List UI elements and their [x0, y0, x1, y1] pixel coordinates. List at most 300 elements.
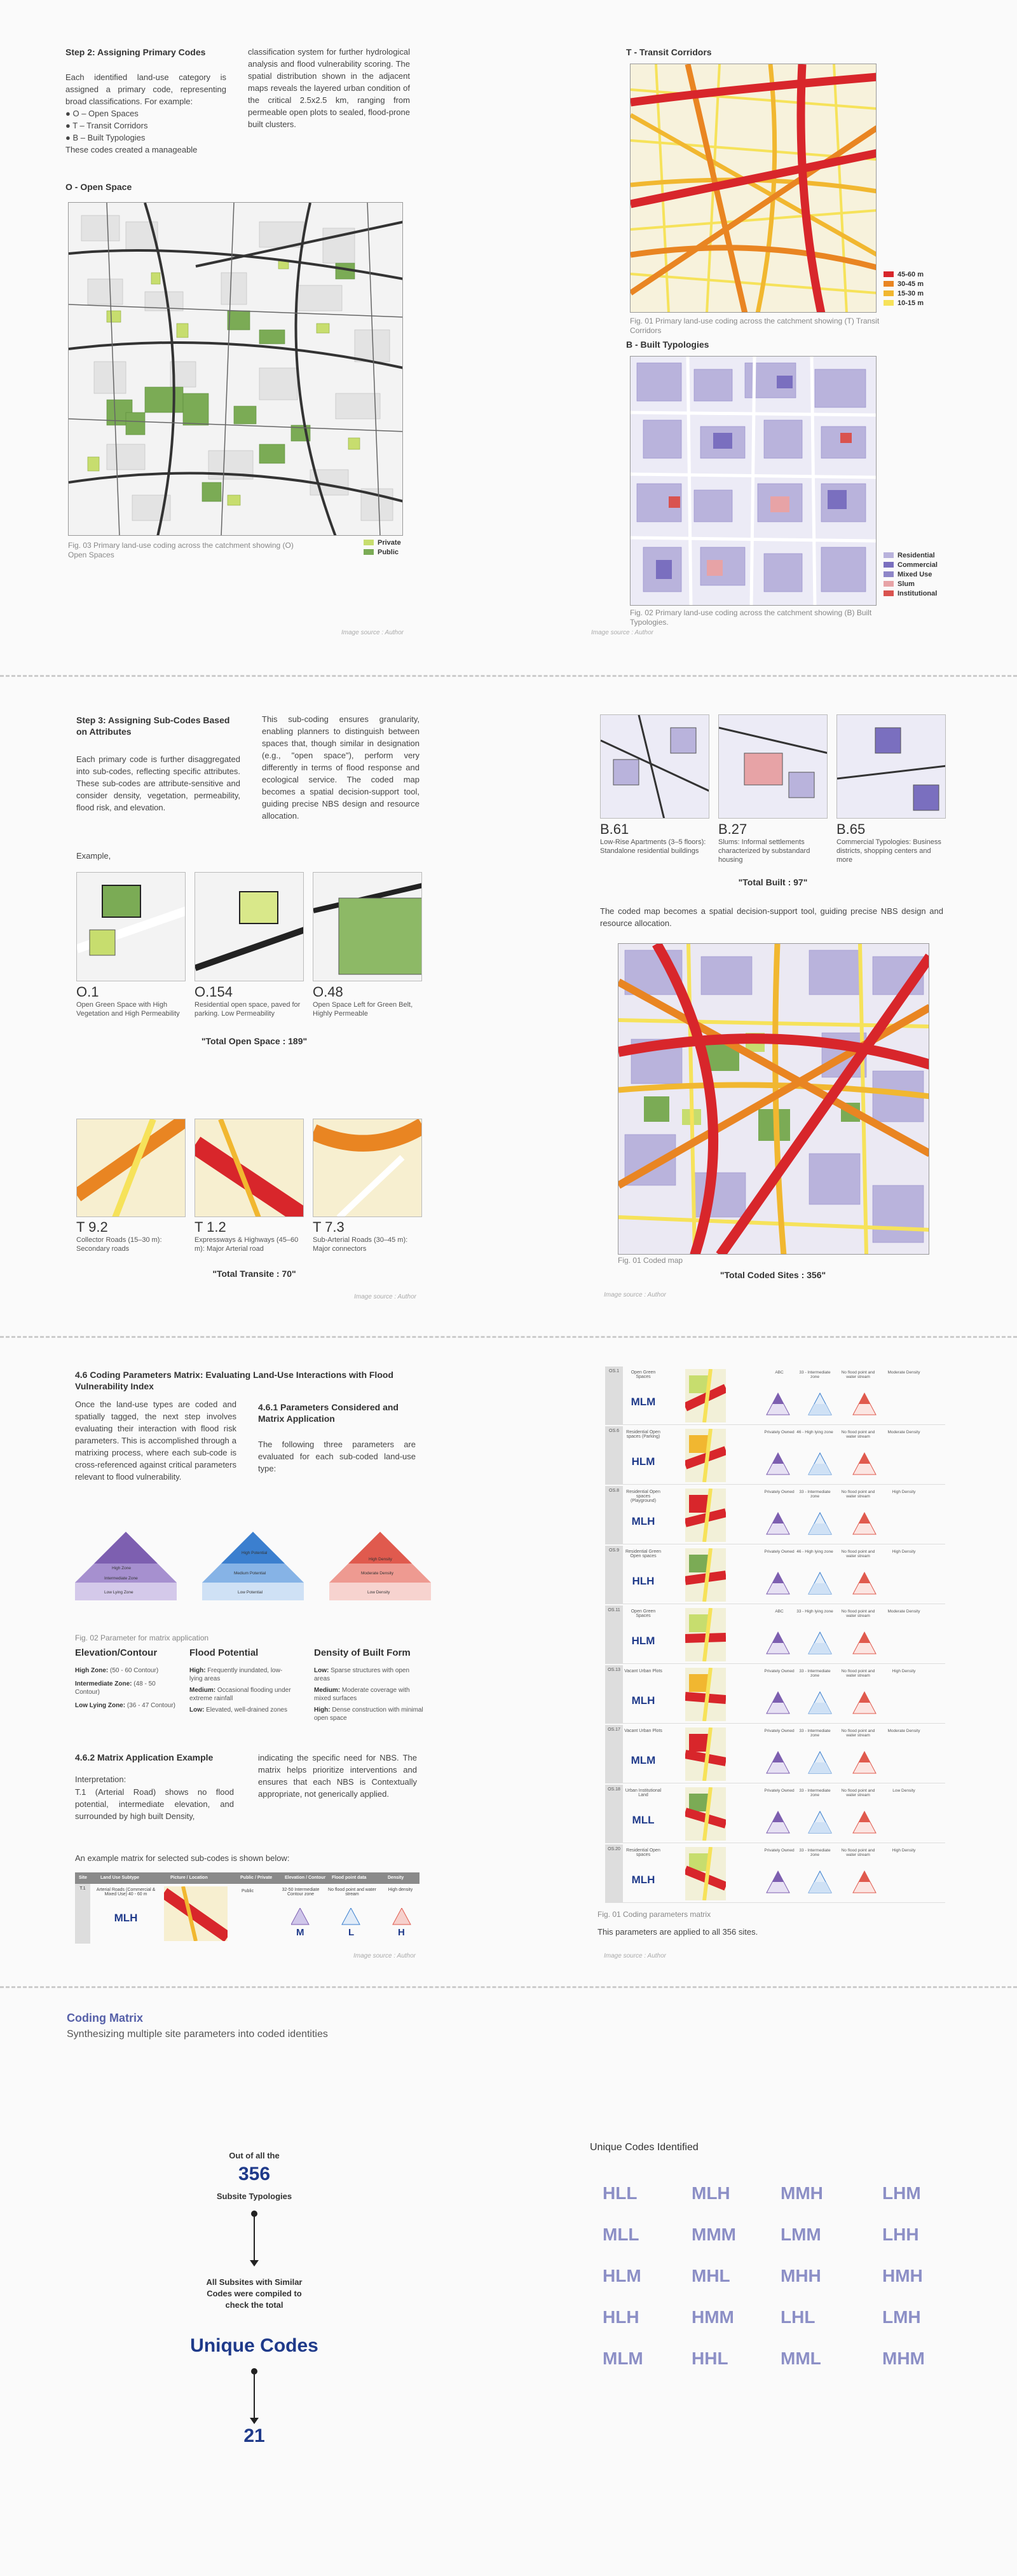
matrix-density-triangle	[852, 1750, 877, 1776]
param-row	[189, 1666, 294, 1683]
legend-item-private	[364, 538, 401, 547]
matrix-flood-triangle	[807, 1452, 833, 1477]
row-key: Medium:	[189, 1687, 216, 1694]
matrix-flood-triangle	[807, 1810, 833, 1836]
td-site: T.1	[75, 1884, 90, 1944]
matrix-row-code: MLL	[632, 1814, 655, 1826]
step2-p2: These codes created a manageable	[65, 145, 198, 154]
param-row	[75, 1666, 180, 1675]
matrix-row-density: High Density	[892, 1550, 916, 1554]
matrix-row-picture	[685, 1608, 726, 1661]
td-picture	[164, 1886, 228, 1941]
tile-o1-code: O.1	[76, 984, 99, 1000]
param-row	[75, 1701, 180, 1710]
step2-paragraph	[65, 71, 226, 156]
th-public: Public / Private	[240, 1876, 273, 1880]
divider-1	[0, 675, 1017, 677]
unique-code: HLL	[603, 2183, 638, 2203]
coded-map	[618, 943, 929, 1255]
matrix-row-name: Residential Open spaces	[626, 1848, 660, 1857]
td-type: Arterial Roads (Commercial & Mixed Use) 40 - 60 m	[96, 1888, 156, 1897]
tri-label-high-zone: High Zone	[112, 1566, 131, 1571]
matrix-row-name: Vacant Urban Plots	[624, 1729, 662, 1733]
legend-label-10-15: 10-15 m	[898, 299, 924, 307]
matrix-row-code: HLH	[632, 1575, 655, 1587]
matrix-row-code: MLH	[631, 1515, 655, 1527]
matrix-caption: Fig. 01 Coding parameters matrix	[597, 1910, 711, 1919]
matrix-row-picture	[685, 1548, 726, 1602]
matrix-row-id: OS.13	[605, 1665, 623, 1724]
example-title: 4.6.2 Matrix Application Example	[75, 1752, 214, 1762]
matrix-flood-triangle	[807, 1870, 833, 1895]
matrix-flood-triangle	[807, 1750, 833, 1776]
transit-title: T - Transit Corridors	[626, 47, 712, 57]
td-l: L	[348, 1927, 355, 1938]
image-source-4: Image source : Author	[604, 1291, 667, 1298]
matrix-row-id: OS.20	[605, 1844, 623, 1903]
bullet-open: ● O – Open Spaces	[65, 109, 139, 118]
tile-t7-3-desc: Sub-Arterial Roads (30–45 m): Major connectors	[313, 1236, 408, 1253]
matrix-row-ownership: ABC	[775, 1609, 784, 1614]
matrix-row-id: OS.9	[605, 1546, 623, 1604]
divider-3	[0, 1986, 1017, 1988]
tile-t9-2-desc: Collector Roads (15–30 m): Secondary roads	[76, 1236, 162, 1253]
unique-code: HHL	[692, 2348, 728, 2368]
row-key: Low:	[189, 1707, 205, 1714]
unique-code: LHM	[882, 2183, 921, 2203]
tile-b27-code: B.27	[718, 821, 747, 837]
swatch-30-45	[884, 281, 894, 287]
tile-b61	[600, 714, 709, 819]
matrix-row-ownership: Privately Owned	[764, 1490, 795, 1494]
td-flood: No flood point and water stream	[328, 1888, 376, 1897]
unique-code: MMM	[692, 2225, 736, 2244]
transit-caption: Fig. 01 Primary land-use coding across the catchment showing (T) Transit Corridors	[630, 317, 880, 335]
matrix-row-flood: No flood point and water stream	[841, 1848, 875, 1857]
matrix-row	[605, 1844, 945, 1903]
open-total: "Total Open Space : 189"	[201, 1036, 308, 1046]
unique-code: MMH	[781, 2183, 823, 2203]
legend-label-slum: Slum	[898, 580, 915, 588]
built-title: B - Built Typologies	[626, 339, 709, 350]
swatch-mixed-use	[884, 571, 894, 577]
matrix-row-ownership: Privately Owned	[764, 1669, 795, 1673]
swatch-residential	[884, 552, 894, 558]
matrix-row-flood: No flood point and water stream	[841, 1490, 875, 1499]
tile-o48	[313, 872, 422, 981]
tile-b27	[718, 714, 828, 819]
tile-t1-2-desc: Expressways & Highways (45–60 m): Major Arterial road	[195, 1236, 299, 1253]
matrix-density-triangle	[852, 1392, 877, 1417]
param-row	[314, 1686, 425, 1703]
matrix-elevation-triangle	[765, 1691, 791, 1716]
matrix-row-name: Residential Open spaces (Parking)	[626, 1430, 660, 1439]
image-source-3: Image source : Author	[354, 1293, 417, 1300]
matrix-row-ownership: Privately Owned	[764, 1729, 795, 1733]
matrix-row-flood: No flood point and water stream	[841, 1729, 875, 1738]
param-density-title: Density of Built Form	[314, 1647, 411, 1658]
row-value: Elevated, well-drained zones	[206, 1707, 287, 1714]
coded-text: The coded map becomes a spatial decision-support tool, guiding precise NBS design and resource allocation.	[600, 906, 943, 928]
tile-t7-3	[313, 1119, 422, 1217]
tile-t9-2	[76, 1119, 186, 1217]
matrix-row-name: Urban Institutional Land	[625, 1789, 662, 1797]
tile-o48-desc: Open Space Left for Green Belt, Highly Permeable	[313, 1001, 413, 1018]
built-map	[630, 356, 877, 606]
matrix-row-density: Low Density	[892, 1789, 915, 1793]
matrix-flood-triangle	[807, 1511, 833, 1537]
th-flood: Flood point data	[332, 1876, 367, 1880]
th-site: Site	[79, 1876, 87, 1880]
matrix-row-code: MLM	[631, 1754, 656, 1766]
step3-title: Step 3: Assigning Sub-Codes Based on Attributes	[76, 715, 230, 737]
arrow-1-icon	[248, 2211, 261, 2268]
unique-code: LMM	[781, 2225, 821, 2244]
matrix-flood-triangle	[807, 1392, 833, 1417]
td-h: H	[398, 1927, 405, 1938]
swatch-institutional	[884, 590, 894, 596]
tile-t1-2	[195, 1119, 304, 1217]
matrix-row-elevation: 33 - Intermediate zone	[799, 1370, 831, 1379]
image-source-6: Image source : Author	[604, 1952, 667, 1959]
matrix-row-ownership: Privately Owned	[764, 1430, 795, 1435]
swatch-private	[364, 540, 374, 545]
unique-code: MHL	[692, 2266, 730, 2286]
th-picture: Picture / Location	[170, 1876, 208, 1880]
legend-label-commercial: Commercial	[898, 561, 938, 569]
unique-code: MLH	[692, 2183, 730, 2203]
legend-item-mixed-use	[884, 569, 938, 579]
matrix-row-density: Moderate Density	[887, 1370, 920, 1375]
coding-matrix-title: Coding Matrix	[67, 2012, 143, 2024]
legend-item-commercial	[884, 560, 938, 569]
matrix-note: This parameters are applied to all 356 sites.	[597, 1927, 758, 1937]
unique-code: HLH	[603, 2307, 639, 2327]
params-p: The following three parameters are evaluated for each sub-coded land-use type:	[258, 1440, 416, 1473]
matrix-density-triangle	[852, 1631, 877, 1656]
triangle-labels	[75, 1532, 431, 1602]
param-elevation-rows	[75, 1666, 180, 1710]
unique-identified-title: Unique Codes Identified	[590, 2142, 699, 2153]
tile-b61-desc: Low-Rise Apartments (3–5 floors): Standalone residential buildings	[600, 838, 706, 855]
matrix-density-triangle	[852, 1511, 877, 1537]
unique-code: LHL	[781, 2307, 816, 2327]
unique-code: MLL	[603, 2225, 639, 2244]
tile-o154	[195, 872, 304, 981]
legend-item-30-45	[884, 279, 924, 289]
transit-total: "Total Transite : 70"	[212, 1269, 296, 1279]
matrix-row	[605, 1665, 945, 1724]
tile-o1-desc: Open Green Space with High Vegetation and High Permeability	[76, 1001, 180, 1018]
row-key: High:	[189, 1667, 206, 1674]
open-space-legend	[364, 538, 401, 557]
tile-o154-code: O.154	[195, 984, 233, 1000]
row-value: (48 - 50 Contour)	[75, 1680, 156, 1696]
row-value: Sparse structures with open areas	[314, 1667, 410, 1682]
matrix-row	[605, 1366, 945, 1425]
tile-b65-desc: Commercial Typologies: Business districts, shopping centers and more	[836, 838, 941, 864]
example-table-header	[75, 1872, 420, 1884]
row-key: Low:	[314, 1667, 329, 1674]
param-flood-rows	[189, 1666, 294, 1714]
matrix-row-name: Residential Green Open spaces	[625, 1550, 662, 1558]
swatch-commercial	[884, 562, 894, 568]
tile-t7-3-code: T 7.3	[313, 1219, 345, 1235]
legend-item-15-30	[884, 289, 924, 298]
legend-item-residential	[884, 550, 938, 560]
matrix-row-elevation: 46 - High lying zone	[796, 1430, 833, 1435]
matrix-row-picture	[685, 1668, 726, 1721]
tri-label-low-zone: Low Lying Zone	[104, 1590, 133, 1595]
matrix-row-density: Moderate Density	[887, 1729, 920, 1733]
matrix-row-id: OS.17	[605, 1725, 623, 1783]
example-p2: T.1 (Arterial Road) shows no flood potential, intermediate elevation, and surrounded by high built Density,	[75, 1787, 234, 1821]
matrix-row	[605, 1785, 945, 1843]
legend-item-10-15	[884, 298, 924, 308]
param-row	[189, 1706, 294, 1714]
td-m: M	[296, 1927, 304, 1938]
step3-p2: Example,	[76, 851, 111, 861]
matrix-row-code: MLH	[631, 1694, 655, 1707]
param-row	[314, 1666, 425, 1683]
tile-o154-desc: Residential open space, paved for parking. Low Permeability	[195, 1001, 301, 1018]
matrix-row-name: Vacant Urban Plots	[624, 1669, 662, 1673]
matrix-row-picture	[685, 1787, 726, 1841]
legend-label-public: Public	[378, 548, 399, 556]
matrix-elevation-triangle	[765, 1571, 791, 1597]
open-space-title: O - Open Space	[65, 182, 132, 192]
row-value: Occasional flooding under extreme rainfall	[189, 1687, 291, 1702]
transit-map	[630, 64, 877, 313]
tri-label-medium-potential: Medium Potential	[234, 1571, 266, 1576]
matrix-row-id: OS.11	[605, 1605, 623, 1664]
row-value: Dense construction with minimal open space	[314, 1707, 423, 1722]
legend-label-15-30: 15-30 m	[898, 289, 924, 297]
matrix-row-density: High Density	[892, 1490, 916, 1494]
matrix-row-elevation: 33 - Intermediate zone	[799, 1490, 831, 1499]
step2-p1: Each identified land-use category is assigned a primary code, representing broad classifications. For example:	[65, 72, 226, 106]
coded-total: "Total Coded Sites : 356"	[720, 1270, 826, 1280]
tri-label-high-density: High Density	[369, 1557, 392, 1562]
legend-label-mixed-use: Mixed Use	[898, 570, 932, 578]
tile-o48-code: O.48	[313, 984, 343, 1000]
th-elevation: Elevation / Contour	[285, 1876, 326, 1880]
legend-label-private: Private	[378, 538, 401, 547]
matrix-density-triangle	[852, 1810, 877, 1836]
row-key: Low Lying Zone:	[75, 1702, 126, 1709]
matrix-row-elevation: 33 - Intermediate zone	[799, 1669, 831, 1678]
tile-t1-2-code: T 1.2	[195, 1219, 226, 1235]
matrix-row-ownership: ABC	[775, 1370, 784, 1375]
step3-p3: This sub-coding ensures granularity, enabling planners to distinguish between spaces that, though similar in designation (e.g., "open space"), perform very differently in terms of flood response and ecological service. The coded map becomes a spatial decision-support tool, guiding precise NBS design and resource allocation.	[262, 714, 420, 821]
tile-b61-code: B.61	[600, 821, 629, 837]
unique-count: 21	[243, 2425, 265, 2446]
row-key: High:	[314, 1707, 331, 1714]
td-triangles	[291, 1908, 418, 1927]
step3-p1: Each primary code is further disaggregated into sub-codes, reflecting specific attributes. These sub-codes are attribute-sensitive and consider density, vegetation, permeability, flood risk, and elevation.	[76, 754, 240, 812]
image-source-2: Image source : Author	[591, 629, 654, 636]
matrix-elevation-triangle	[765, 1870, 791, 1895]
unique-code: LMH	[882, 2307, 921, 2327]
td-density: High density	[388, 1888, 413, 1892]
matrix-row-flood: No flood point and water stream	[841, 1789, 875, 1797]
tri-label-intermediate-zone: Intermediate Zone	[104, 1576, 138, 1581]
built-caption: Fig. 02 Primary land-use coding across the catchment showing (B) Built Typologies.	[630, 608, 872, 627]
arrow-2-icon	[248, 2368, 261, 2425]
tri-label-low-density: Low Density	[367, 1590, 390, 1595]
td-code: MLH	[114, 1912, 138, 1924]
step2-title: Step 2: Assigning Primary Codes	[65, 47, 206, 57]
swatch-45-60	[884, 271, 894, 277]
image-source-5: Image source : Author	[353, 1952, 416, 1959]
row-key: Intermediate Zone:	[75, 1680, 132, 1687]
built-legend	[884, 550, 938, 598]
td-elevation: 32-50 Intermediate Contour zone	[282, 1888, 320, 1897]
matrix-row-id: OS.1	[605, 1366, 623, 1425]
matrix-row-flood: No flood point and water stream	[841, 1669, 875, 1678]
example-intro: An example matrix for selected sub-codes is shown below:	[75, 1853, 290, 1863]
matrix-elevation-triangle	[765, 1392, 791, 1417]
params-title: 4.6.1 Parameters Considered and Matrix Application	[258, 1402, 399, 1424]
unique-code: HMH	[882, 2266, 923, 2286]
matrix-row-picture	[685, 1847, 726, 1900]
param-density-rows	[314, 1666, 425, 1722]
tile-b27-desc: Slums: Informal settlements characterized by substandard housing	[718, 838, 810, 864]
legend-label-45-60: 45-60 m	[898, 270, 924, 278]
example-p3: indicating the specific need for NBS. The matrix helps prioritize interventions and ensures that each NBS is Contextually appropriate, not generically applied.	[258, 1753, 417, 1799]
unique-code: MML	[781, 2348, 821, 2368]
matrix-row-elevation: 46 - High lying zone	[796, 1550, 833, 1554]
matrix-row-density: Moderate Density	[887, 1430, 920, 1435]
matrix-row-flood: No flood point and water stream	[841, 1550, 875, 1558]
matrix-row-picture	[685, 1429, 726, 1482]
matrix-section-title: 4.6 Coding Parameters Matrix: Evaluating Land-Use Interactions with Flood Vulnerability Index	[75, 1370, 393, 1391]
tri-label-low-potential: Low Potential	[238, 1590, 263, 1595]
matrix-row-density: High Density	[892, 1669, 916, 1673]
matrix-flood-triangle	[807, 1691, 833, 1716]
image-source: Image source : Author	[341, 629, 404, 636]
matrix-row-elevation: 33 - Intermediate zone	[799, 1729, 831, 1738]
matrix-row-id: OS.18	[605, 1785, 623, 1843]
example-p1: Interpretation:	[75, 1775, 126, 1784]
param-flood-title: Flood Potential	[189, 1647, 259, 1658]
matrix-row-code: HLM	[631, 1635, 655, 1647]
matrix-row-elevation: 33 - Intermediate zone	[799, 1848, 831, 1857]
transit-legend	[884, 269, 924, 308]
subsite-label: Subsite Typologies	[216, 2191, 292, 2201]
swatch-slum	[884, 581, 894, 587]
unique-code: MLM	[603, 2348, 643, 2368]
matrix-row-density: Moderate Density	[887, 1609, 920, 1614]
legend-label-30-45: 30-45 m	[898, 280, 924, 288]
matrix-row-id: OS.8	[605, 1486, 623, 1544]
row-value: (36 - 47 Contour)	[126, 1702, 175, 1709]
param-row	[314, 1706, 425, 1722]
matrix-row-id: OS.6	[605, 1426, 623, 1485]
matrix-row-picture	[685, 1489, 726, 1542]
matrix-row-flood: No flood point and water stream	[841, 1609, 875, 1618]
matrix-elevation-triangle	[765, 1511, 791, 1537]
matrix-row-elevation: 33 - Intermediate zone	[799, 1789, 831, 1797]
matrix-flood-triangle	[807, 1631, 833, 1656]
tri-label-high-potential: High Potential	[242, 1551, 268, 1555]
matrix-row	[605, 1546, 945, 1604]
unique-code: HLM	[603, 2266, 641, 2286]
params-caption: Fig. 02 Parameter for matrix application	[75, 1633, 209, 1642]
swatch-10-15	[884, 300, 894, 306]
legend-label-residential: Residential	[898, 551, 935, 559]
tile-b65-code: B.65	[836, 821, 866, 837]
tile-o1	[76, 872, 186, 981]
matrix-density-triangle	[852, 1571, 877, 1597]
matrix-density-triangle	[852, 1691, 877, 1716]
row-value: (50 - 60 Contour)	[110, 1667, 159, 1674]
legend-item-public	[364, 547, 401, 557]
matrix-density-triangle	[852, 1452, 877, 1477]
row-key: High Zone:	[75, 1667, 109, 1674]
matrix-row-code: MLM	[631, 1396, 656, 1408]
compile-label: All Subsites with Similar Codes were compiled to check the total	[206, 2277, 303, 2310]
legend-item-institutional	[884, 589, 938, 598]
matrix-flood-triangle	[807, 1571, 833, 1597]
matrix-row	[605, 1426, 945, 1485]
param-row	[75, 1680, 180, 1696]
matrix-row-code: MLH	[631, 1874, 655, 1886]
row-key: Medium:	[314, 1687, 341, 1694]
th-density: Density	[388, 1876, 404, 1880]
matrix-row-name: Residential Open spaces (Playground)	[626, 1490, 660, 1503]
unique-codes-title: Unique Codes	[190, 2335, 318, 2356]
matrix-row-picture	[685, 1728, 726, 1781]
swatch-public	[364, 549, 374, 555]
matrix-row-picture	[685, 1369, 726, 1422]
matrix-row	[605, 1605, 945, 1664]
matrix-row-density: High Density	[892, 1848, 916, 1853]
step2-p3: classification system for further hydrological analysis and flood vulnerability scoring. The spatial distribution shown in the adjacent maps reveals the layered urban condition of the critical 2.5x2.5 km, ranging from permeable open plots to sealed, flood-prone built clusters.	[248, 47, 410, 129]
bullet-built: ● B – Built Typologies	[65, 133, 146, 142]
coded-caption: Fig. 01 Coded map	[618, 1256, 683, 1265]
matrix-density-triangle	[852, 1870, 877, 1895]
matrix-row-code: HLM	[631, 1455, 655, 1468]
legend-item-slum	[884, 579, 938, 589]
divider-2	[0, 1336, 1017, 1338]
coding-matrix-subtitle: Synthesizing multiple site parameters into coded identities	[67, 2029, 328, 2040]
matrix-row-flood: No flood point and water stream	[841, 1370, 875, 1379]
matrix-row	[605, 1486, 945, 1544]
total-sites: 356	[238, 2164, 271, 2184]
matrix-row	[605, 1725, 945, 1783]
unique-code: MHH	[781, 2266, 821, 2286]
matrix-elevation-triangle	[765, 1750, 791, 1776]
bullet-transit: ● T – Transit Corridors	[65, 121, 148, 130]
legend-item-45-60	[884, 269, 924, 279]
matrix-p1: Once the land-use types are coded and spatially tagged, the next step involves evaluating their interaction with flood risk parameters. This is accomplished through a matrixing process, where each sub-code is cross-referenced against critical parameters relevant to flood vulnerability.	[75, 1400, 236, 1482]
unique-code: HMM	[692, 2307, 734, 2327]
example-table	[75, 1872, 420, 1949]
param-row	[189, 1686, 294, 1703]
open-space-caption: Fig. 03 Primary land-use coding across the catchment showing (O) Open Spaces	[68, 541, 294, 559]
matrix-row-elevation: 33 - High lying zone	[796, 1609, 833, 1614]
matrix-elevation-triangle	[765, 1810, 791, 1836]
tile-t9-2-code: T 9.2	[76, 1219, 108, 1235]
unique-code: LHH	[882, 2225, 919, 2244]
th-type: Land Use Subtype	[100, 1876, 140, 1880]
open-space-map	[68, 202, 403, 536]
matrix-row-ownership: Privately Owned	[764, 1848, 795, 1853]
row-value: Frequently inundated, low-lying areas	[189, 1667, 283, 1682]
td-public: Public	[242, 1889, 254, 1893]
out-of-label: Out of all the	[229, 2151, 280, 2160]
